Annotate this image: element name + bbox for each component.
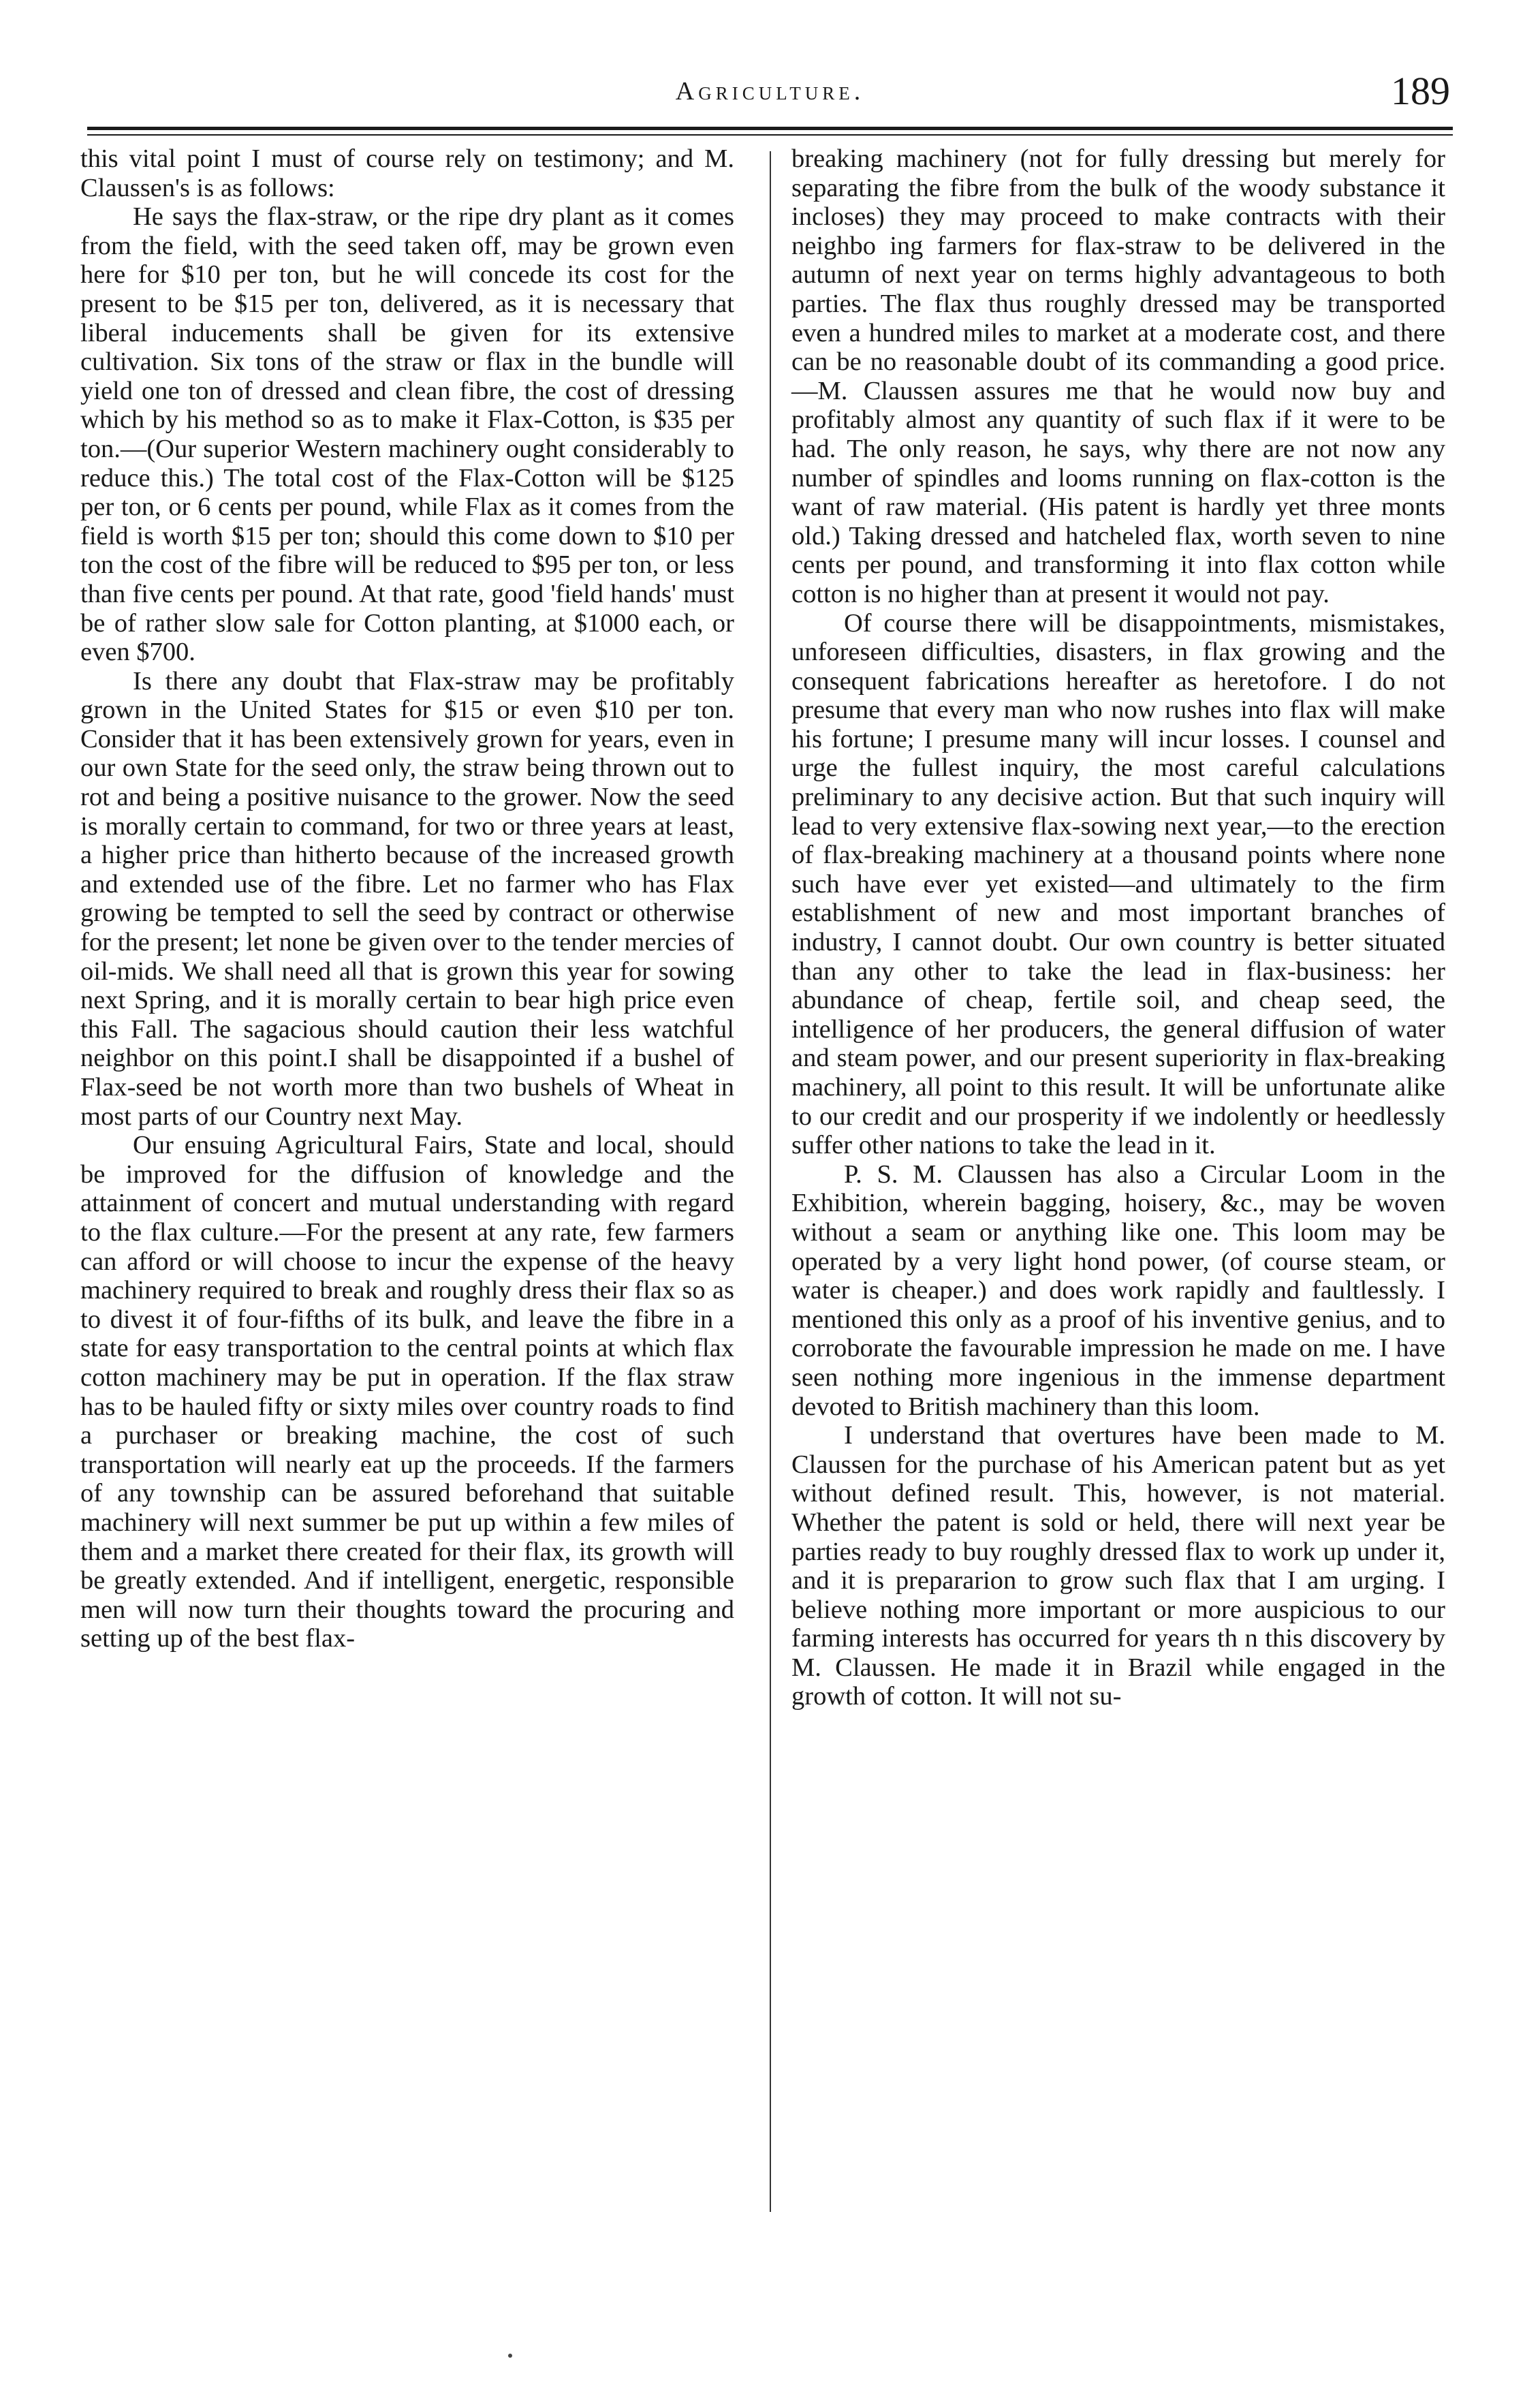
paragraph: P. S. M. Claussen has also a Circular Loom in the Exhibition, wherein bagging, hoisery, &c., may be woven without a seam or anything like one. This loom may be operated by a very light hond power, (of course steam, or water is cheaper.) and does work rapidly and faultlessly. I mentioned this only as a proof of his inventive genius, and to corroborate the favourable impression he made on me. I have seen nothing more ingenious in the immense department devoted to British machinery than this loom. <box>791 1159 1445 1421</box>
running-head: Agriculture. <box>675 77 865 106</box>
paragraph: this vital point I must of course rely on testimony; and M. Claussen's is as follows: <box>80 144 734 202</box>
column-divider <box>770 151 771 2212</box>
paragraph: Of course there will be disappointments, mismistakes, unforeseen difficulties, disasters, in flax growing and the consequent fabrications hereafter as heretofore. I do not presume that every man who now rushes into flax will make his fortune; I presume many will incur losses. I counsel and urge the fullest inquiry, the most careful calculations preliminary to any decisive action. But that such inquiry will lead to very extensive flax-sowing next year,—to the erection of flax-breaking machinery at a thousand points where none such have ever yet existed—and ultimately to the firm establishment of new and most important branches of industry, I cannot doubt. Our own country is better situated than any other to take the lead in flax-business: her abundance of cheap, fertile soil, and cheap seed, the intelligence of her producers, the general diffusion of water and steam power, and our present superiority in flax-breaking machinery, all point to this result. It will be unfortunate alike to our credit and our prosperity if we indolently or heedlessly suffer other nations to take the lead in it. <box>791 608 1445 1160</box>
ink-speck <box>508 2354 512 2358</box>
paragraph: I understand that overtures have been made to M. Claussen for the purchase of his American patent but as yet without defined result. This, however, is not material. Whether the patent is sold or held, there will next year be parties ready to buy roughly dressed flax to work up under it, and it is prepararion to grow such flax that I am urging. I believe nothing more important or more auspicious to our farming interests has occurred for years th n this discovery by M. Claussen. He made it in Brazil while engaged in the growth of cotton. It will not su- <box>791 1421 1445 1711</box>
paragraph: Our ensuing Agricultural Fairs, State and local, should be improved for the diffusion of knowledge and the attainment of concert and mutual understanding with regard to the flax culture.—For the present at any rate, few farmers can afford or will choose to incur the expense of the heavy machinery required to break and roughly dress their flax so as to divest it of four-fifths of its bulk, and leave the fibre in a state for easy transportation to the central points at which flax cotton machinery may be put in operation. If the flax straw has to be hauled fifty or sixty miles over country roads to find a purchaser or breaking machine, the cost of such transportation will nearly eat up the proceeds. If the farmers of any township can be assured beforehand that suitable machinery will next summer be put up within a few miles of them and a market there created for their flax, its growth will be greatly extended. And if intelligent, energetic, responsible men will now turn their thoughts toward the procuring and setting up of the best flax- <box>80 1131 734 1653</box>
right-column <box>791 144 1445 1711</box>
header-rule-thin <box>87 134 1453 136</box>
paragraph: Is there any doubt that Flax-straw may be profitably grown in the United States for $15 or even $10 per ton. Consider that it has been extensively grown for years, even in our own State for the seed only, the straw being thrown out to rot and being a positive nuisance to the grower. Now the seed is morally certain to command, for two or three years at least, a higher price than hitherto because of the increased growth and extended use of the fibre. Let no farmer who has Flax growing be tempted to sell the seed by contract or otherwise for the present; let none be given over to the tender mercies of oil-mids. We shall need all that is grown this year for sowing next Spring, and it is morally certain to bear high price even this Fall. The sagacious should caution their less watchful neighbor on this point.I shall be disappointed if a bushel of Flax-seed be not worth more than two bushels of Wheat in most parts of our Country next May. <box>80 666 734 1131</box>
header-rule-thick <box>87 127 1453 130</box>
paragraph: breaking machinery (not for fully dressing but merely for separating the fibre from the bulk of the woody substance it incloses) they may proceed to make contracts with their neighbo ing farmers for flax-straw to be delivered in the autumn of next year on terms highly advantageous to both parties. The flax thus roughly dressed may be transported even a hundred miles to market at a moderate cost, and there can be no reasonable doubt of its commanding a good price.—M. Claussen assures me that he would now buy and profitably almost any quantity of such flax if it were to be had. The only reason, he says, why there are not now any number of spindles and looms running on flax-cotton is the want of raw material. (His patent is hardly yet three monts old.) Taking dressed and hatcheled flax, worth seven to nine cents per pound, and transforming it into flax cotton while cotton is no higher than at present it would not pay. <box>791 144 1445 608</box>
paragraph: He says the flax-straw, or the ripe dry plant as it comes from the field, with the seed taken off, may be grown even here for $10 per ton, but he will concede its cost for the present to be $15 per ton, delivered, as it is necessary that liberal inducements shall be given for its extensive cultivation. Six tons of the straw or flax in the bundle will yield one ton of dressed and clean fibre, the cost of dressing which by his method so as to make it Flax-Cotton, is $35 per ton.—(Our superior Western machinery ought considerably to reduce this.) The total cost of the Flax-Cotton will be $125 per ton, or 6 cents per pound, while Flax as it comes from the field is worth $15 per ton; should this come down to $10 per ton the cost of the fibre will be reduced to $95 per ton, or less than five cents per pound. At that rate, good 'field hands' must be of rather slow sale for Cotton planting, at $1000 each, or even $700. <box>80 202 734 667</box>
page-number: 189 <box>1391 69 1450 113</box>
left-column <box>80 144 734 1653</box>
